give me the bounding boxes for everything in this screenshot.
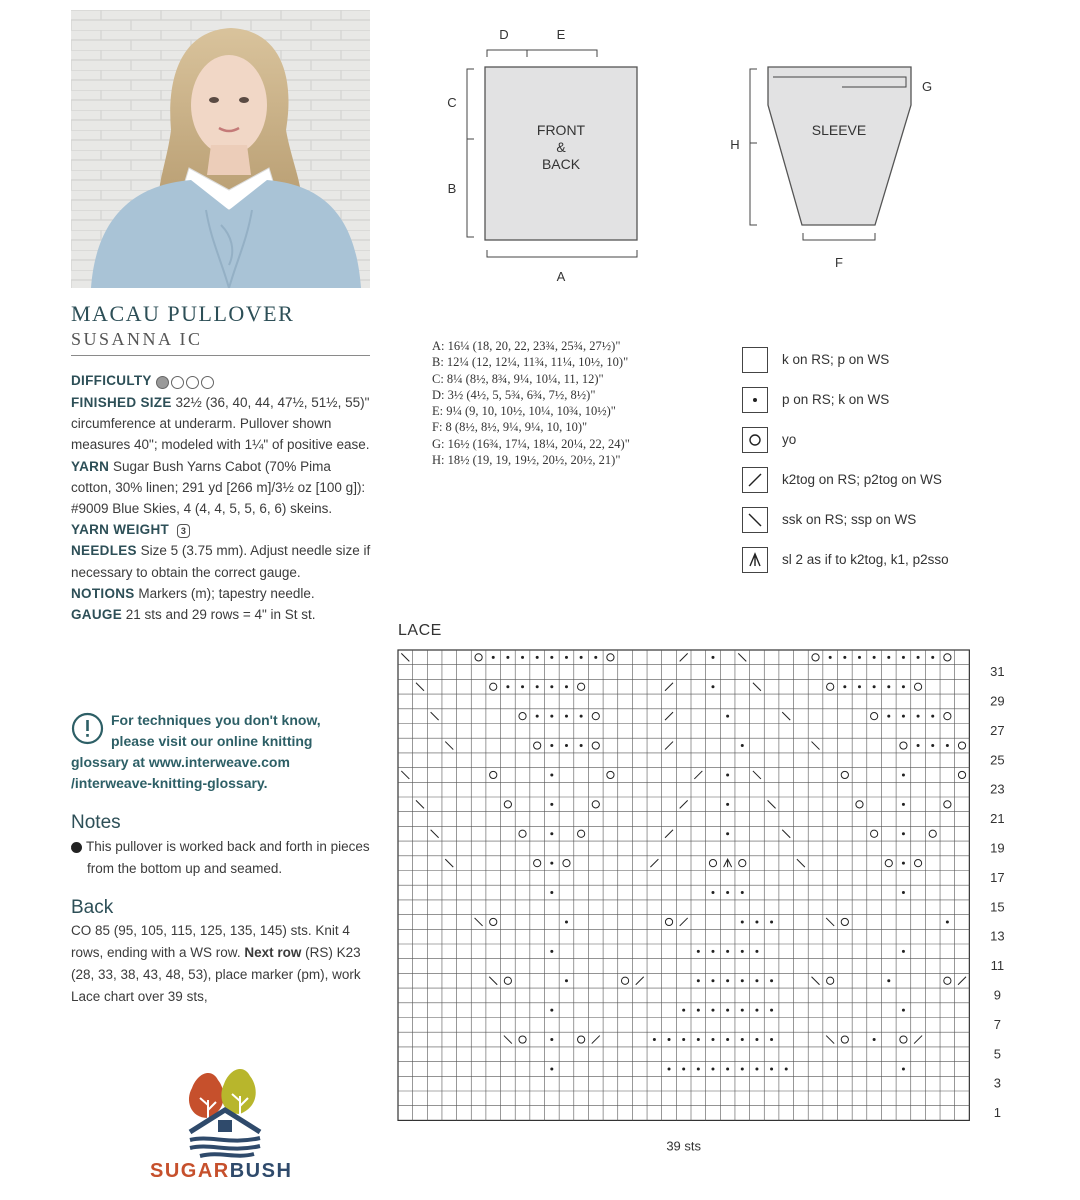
chart-purl-dot bbox=[697, 1009, 700, 1012]
back-heading: Back bbox=[71, 897, 114, 918]
chart-purl-dot bbox=[550, 1067, 553, 1070]
back-next-row: Next row bbox=[244, 945, 302, 960]
chart-purl-dot bbox=[697, 1067, 700, 1070]
chart-purl-dot bbox=[711, 685, 714, 688]
chart-row-label: 21 bbox=[990, 811, 1005, 827]
gauge-text: 21 sts and 29 rows = 4" in St st. bbox=[125, 607, 316, 623]
chart-purl-dot bbox=[770, 920, 773, 923]
key-row-purl bbox=[742, 387, 1042, 413]
measurement-b: B: 12¼ (12, 12¼, 11¾, 11¼, 10½, 10)" bbox=[432, 355, 629, 370]
chart-purl-dot bbox=[843, 685, 846, 688]
dim-E-letter: E bbox=[556, 27, 566, 42]
dim-C-letter: C bbox=[447, 95, 457, 110]
measurement-e: E: 9¼ (9, 10, 10½, 10¼, 10¾, 10½)" bbox=[432, 404, 616, 419]
chart-purl-dot bbox=[565, 656, 568, 659]
chart-purl-dot bbox=[755, 920, 758, 923]
chart-purl-dot bbox=[726, 1067, 729, 1070]
chart-row-label: 17 bbox=[990, 869, 1005, 885]
difficulty-label: DIFFICULTY bbox=[71, 373, 152, 388]
chart-purl-dot bbox=[726, 832, 729, 835]
chart-purl-dot bbox=[902, 891, 905, 894]
notes-item-text: This pullover is worked back and forth in pieces from the bottom up and seamed. bbox=[86, 839, 370, 876]
pattern-header bbox=[71, 300, 371, 356]
chart-purl-dot bbox=[668, 1067, 671, 1070]
chart-purl-dot bbox=[536, 715, 539, 718]
chart-purl-dot bbox=[741, 979, 744, 982]
chart-purl-dot bbox=[726, 1009, 729, 1012]
chart-row-label: 23 bbox=[990, 781, 1005, 797]
yarn-text: Sugar Bush Yarns Cabot (70% Pima cotton, 30% linen; 291 yd [266 m]/3½ oz [100 g]): #9009 Blue Skies, 4 (4, 4, 5, 5, 6, 6) skeins. bbox=[71, 458, 366, 517]
chart-purl-dot bbox=[682, 1038, 685, 1041]
chart-purl-dot bbox=[902, 773, 905, 776]
needles-label: NEEDLES bbox=[71, 543, 137, 559]
chart-purl-dot bbox=[594, 656, 597, 659]
chart-purl-dot bbox=[931, 744, 934, 747]
chart-purl-dot bbox=[755, 1009, 758, 1012]
notions-text: Markers (m); tapestry needle. bbox=[138, 585, 315, 601]
chart-purl-dot bbox=[902, 1009, 905, 1012]
chart-purl-dot bbox=[726, 1038, 729, 1041]
dim-A-letter: A bbox=[556, 269, 566, 284]
chart-row-label: 7 bbox=[993, 1016, 1001, 1032]
measurement-g: G: 16½ (16¾, 17¼, 18¼, 20¼, 22, 24)" bbox=[432, 436, 630, 451]
chart-row-label: 9 bbox=[993, 987, 1001, 1003]
chart-purl-dot bbox=[550, 891, 553, 894]
dim-B-letter: B bbox=[447, 181, 457, 196]
chart-purl-dot bbox=[741, 1067, 744, 1070]
key-label-double-decrease: sl 2 as if to k2tog, k1, p2sso bbox=[782, 552, 949, 567]
back-instructions bbox=[71, 920, 371, 1008]
chart-purl-dot bbox=[858, 685, 861, 688]
pattern-title: MACAU PULLOVER bbox=[71, 301, 295, 326]
needles-row bbox=[71, 540, 371, 582]
k2tog-slash-icon bbox=[742, 467, 768, 493]
chart-purl-dot bbox=[770, 1067, 773, 1070]
notes-heading: Notes bbox=[71, 812, 121, 833]
key-row-double-decrease bbox=[742, 547, 1042, 573]
chart-purl-dot bbox=[697, 979, 700, 982]
measurements-list bbox=[432, 338, 732, 468]
chart-row-label: 15 bbox=[990, 899, 1005, 915]
front-back-label-3: BACK bbox=[541, 156, 581, 172]
chart-purl-dot bbox=[931, 715, 934, 718]
chart-purl-dot bbox=[653, 1038, 656, 1041]
chart-purl-dot bbox=[536, 685, 539, 688]
sugarbush-logo bbox=[150, 1060, 290, 1160]
needles-text: Size 5 (3.75 mm). Adjust needle size if necessary to obtain the correct gauge. bbox=[71, 543, 371, 580]
chart-purl-dot bbox=[917, 715, 920, 718]
tip-line-1: For techniques you don't know, bbox=[111, 712, 321, 728]
key-row-knit bbox=[742, 347, 1042, 373]
chart-purl-dot bbox=[668, 1038, 671, 1041]
chart-purl-dot bbox=[550, 803, 553, 806]
chart-purl-dot bbox=[726, 979, 729, 982]
info-exclamation-icon bbox=[71, 712, 104, 745]
difficulty-dot-icon bbox=[171, 376, 184, 389]
chart-purl-dot bbox=[902, 862, 905, 865]
title-divider bbox=[71, 355, 370, 356]
chart-purl-dot bbox=[887, 685, 890, 688]
sleeve-label: SLEEVE bbox=[811, 122, 867, 138]
chart-purl-dot bbox=[946, 920, 949, 923]
finished-size-row bbox=[71, 392, 371, 456]
designer-name: SUSANNA IC bbox=[71, 329, 203, 349]
difficulty-dot-icon bbox=[186, 376, 199, 389]
back-text-2: (RS) K23 (28, 33, 38, 43, 48, 53), place marker (pm), work Lace chart over 39 sts, bbox=[71, 945, 361, 1004]
chart-purl-dot bbox=[726, 773, 729, 776]
chart-purl-dot bbox=[902, 950, 905, 953]
yarn-label: YARN bbox=[71, 458, 110, 474]
notes-item bbox=[65, 836, 371, 880]
measurement-h: H: 18½ (19, 19, 19½, 20½, 20½, 21)" bbox=[432, 453, 621, 468]
chart-purl-dot bbox=[843, 656, 846, 659]
chart-purl-dot bbox=[506, 656, 509, 659]
chart-row-label: 27 bbox=[990, 722, 1005, 738]
chart-purl-dot bbox=[550, 862, 553, 865]
chart-purl-dot bbox=[550, 744, 553, 747]
chart-purl-dot bbox=[741, 920, 744, 923]
chart-purl-dot bbox=[565, 685, 568, 688]
chart-row-label: 3 bbox=[993, 1075, 1001, 1091]
chart-row-label: 19 bbox=[990, 840, 1005, 856]
front-back-label-2: & bbox=[556, 139, 566, 155]
notes-list bbox=[65, 836, 371, 880]
chart-purl-dot bbox=[521, 685, 524, 688]
chart-purl-dot bbox=[755, 1067, 758, 1070]
chart-row-label: 29 bbox=[990, 693, 1005, 709]
chart-purl-dot bbox=[711, 1038, 714, 1041]
dim-H-letter: H bbox=[730, 137, 740, 152]
glossary-tip bbox=[71, 710, 371, 794]
chart-purl-dot bbox=[492, 656, 495, 659]
chart-row-label: 1 bbox=[993, 1105, 1001, 1121]
chart-purl-dot bbox=[741, 891, 744, 894]
chart-purl-dot bbox=[902, 1067, 905, 1070]
chart-purl-dot bbox=[755, 950, 758, 953]
difficulty-rating-icon bbox=[156, 371, 216, 392]
chart-purl-dot bbox=[902, 803, 905, 806]
chart-purl-dot bbox=[550, 715, 553, 718]
chart-purl-dot bbox=[902, 656, 905, 659]
chart-purl-dot bbox=[697, 950, 700, 953]
chart-purl-dot bbox=[536, 656, 539, 659]
key-row-k2tog bbox=[742, 467, 1042, 493]
chart-title: LACE bbox=[398, 622, 442, 639]
dim-D-letter: D bbox=[499, 27, 509, 42]
difficulty-dot-icon bbox=[156, 376, 169, 389]
key-label-ssk: ssk on RS; ssp on WS bbox=[782, 512, 917, 527]
chart-purl-dot bbox=[711, 1009, 714, 1012]
chart-purl-dot bbox=[682, 1009, 685, 1012]
measurement-f: F: 8 (8½, 8½, 9¼, 9¼, 10, 10)" bbox=[432, 420, 588, 435]
chart-purl-dot bbox=[770, 1038, 773, 1041]
ssk-backslash-icon bbox=[742, 507, 768, 533]
chart-purl-dot bbox=[902, 832, 905, 835]
measurement-a: A: 16¼ (18, 20, 22, 23¾, 25¾, 27½)" bbox=[432, 339, 621, 353]
key-label-knit: k on RS; p on WS bbox=[782, 352, 890, 367]
chart-purl-dot bbox=[873, 1038, 876, 1041]
chart-purl-dot bbox=[829, 656, 832, 659]
chart-purl-dot bbox=[565, 920, 568, 923]
chart-purl-dot bbox=[565, 979, 568, 982]
yarn-weight-label: YARN WEIGHT bbox=[71, 522, 170, 538]
chart-purl-dot bbox=[580, 656, 583, 659]
garment-schematic bbox=[430, 15, 950, 305]
chart-purl-dot bbox=[550, 1038, 553, 1041]
chart-stitch-count: 39 sts bbox=[666, 1138, 702, 1154]
knit-icon bbox=[742, 347, 768, 373]
chart-purl-dot bbox=[550, 1009, 553, 1012]
finished-size-text: 32½ (36, 40, 44, 47½, 51½, 55)" circumference at underarm. Pullover shown measures 40"; modeled with 1¼" of positive ease. bbox=[71, 395, 370, 453]
chart-row-label: 31 bbox=[990, 664, 1005, 680]
chart-purl-dot bbox=[917, 744, 920, 747]
chart-purl-dot bbox=[785, 1067, 788, 1070]
front-back-schematic bbox=[447, 27, 637, 284]
double-decrease-caret-icon bbox=[742, 547, 768, 573]
measurement-d: D: 3½ (4½, 5, 5¾, 6¾, 7½, 8½)" bbox=[432, 387, 596, 402]
tip-line-2: please visit our online knitting bbox=[111, 733, 313, 749]
bullet-arrow-icon: ➤ bbox=[71, 842, 82, 853]
chart-purl-dot bbox=[726, 950, 729, 953]
chart-purl-dot bbox=[682, 1067, 685, 1070]
chart-purl-dot bbox=[873, 656, 876, 659]
chart-purl-dot bbox=[873, 685, 876, 688]
front-back-label-1: FRONT bbox=[536, 122, 586, 138]
yarn-over-circle-icon bbox=[742, 427, 768, 453]
chart-purl-dot bbox=[887, 715, 890, 718]
chart-purl-dot bbox=[726, 803, 729, 806]
chart-purl-dot bbox=[711, 1067, 714, 1070]
model-photo bbox=[71, 10, 370, 288]
chart-purl-dot bbox=[550, 656, 553, 659]
yarn-weight-badge-icon: 3 bbox=[177, 524, 190, 538]
chart-purl-dot bbox=[770, 1009, 773, 1012]
chart-purl-dot bbox=[755, 1038, 758, 1041]
key-row-ssk bbox=[742, 507, 1042, 533]
brand-bush: BUSH bbox=[229, 1160, 293, 1182]
tip-line-3[interactable]: glossary at www.interweave.com bbox=[71, 754, 290, 770]
chart-purl-dot bbox=[550, 950, 553, 953]
yarn-row bbox=[71, 456, 371, 520]
chart-row-label: 5 bbox=[993, 1046, 1001, 1062]
chart-purl-dot bbox=[711, 950, 714, 953]
back-text-1: CO 85 (95, 105, 115, 125, 135, 145) sts. Knit 4 rows, ending with a WS row. bbox=[71, 923, 350, 960]
chart-purl-dot bbox=[550, 832, 553, 835]
chart-purl-dot bbox=[741, 1038, 744, 1041]
chart-purl-dot bbox=[565, 744, 568, 747]
lace-chart bbox=[380, 640, 1020, 1160]
chart-purl-dot bbox=[580, 715, 583, 718]
key-row-yo bbox=[742, 427, 1042, 453]
chart-purl-dot bbox=[887, 656, 890, 659]
measurement-c: C: 8¼ (8½, 8¾, 9¼, 10¼, 11, 12)" bbox=[432, 371, 604, 386]
difficulty-row bbox=[71, 370, 371, 392]
gauge-label: GAUGE bbox=[71, 607, 123, 623]
notions-label: NOTIONS bbox=[71, 585, 135, 601]
brand-name bbox=[150, 1160, 293, 1183]
chart-purl-dot bbox=[697, 1038, 700, 1041]
chart-purl-dot bbox=[858, 656, 861, 659]
chart-row-label: 13 bbox=[990, 928, 1005, 944]
chart-row-label: 11 bbox=[990, 958, 1005, 974]
difficulty-dot-icon bbox=[201, 376, 214, 389]
notions-row bbox=[71, 583, 371, 604]
key-label-k2tog: k2tog on RS; p2tog on WS bbox=[782, 472, 942, 487]
chart-purl-dot bbox=[726, 715, 729, 718]
tip-line-4[interactable]: /interweave-knitting-glossary. bbox=[71, 775, 268, 791]
chart-purl-dot bbox=[580, 744, 583, 747]
chart-purl-dot bbox=[931, 656, 934, 659]
chart-purl-dot bbox=[506, 685, 509, 688]
purl-dot-icon bbox=[742, 387, 768, 413]
yarn-weight-row bbox=[71, 519, 371, 540]
chart-purl-dot bbox=[946, 744, 949, 747]
chart-purl-dot bbox=[565, 715, 568, 718]
chart-purl-dot bbox=[711, 979, 714, 982]
chart-purl-dot bbox=[521, 656, 524, 659]
chart-purl-dot bbox=[917, 656, 920, 659]
chart-purl-dot bbox=[550, 685, 553, 688]
finished-size-label: FINISHED SIZE bbox=[71, 395, 172, 411]
dim-G-letter: G bbox=[921, 79, 933, 94]
chart-purl-dot bbox=[755, 979, 758, 982]
chart-purl-dot bbox=[887, 979, 890, 982]
chart-row-label: 25 bbox=[990, 752, 1005, 768]
brand-sugar: SUGAR bbox=[150, 1160, 230, 1182]
chart-purl-dot bbox=[741, 744, 744, 747]
chart-purl-dot bbox=[741, 950, 744, 953]
sleeve-schematic bbox=[730, 67, 932, 270]
key-label-purl: p on RS; k on WS bbox=[782, 392, 890, 407]
chart-purl-dot bbox=[711, 891, 714, 894]
pattern-specs bbox=[71, 370, 371, 625]
chart-purl-dot bbox=[902, 715, 905, 718]
chart-purl-dot bbox=[550, 773, 553, 776]
chart-purl-dot bbox=[770, 979, 773, 982]
chart-purl-dot bbox=[902, 685, 905, 688]
dim-F-letter: F bbox=[835, 255, 843, 270]
key-label-yo: yo bbox=[782, 432, 797, 447]
gauge-row bbox=[71, 604, 371, 625]
chart-purl-dot bbox=[741, 1009, 744, 1012]
chart-purl-dot bbox=[711, 656, 714, 659]
chart-purl-dot bbox=[726, 891, 729, 894]
